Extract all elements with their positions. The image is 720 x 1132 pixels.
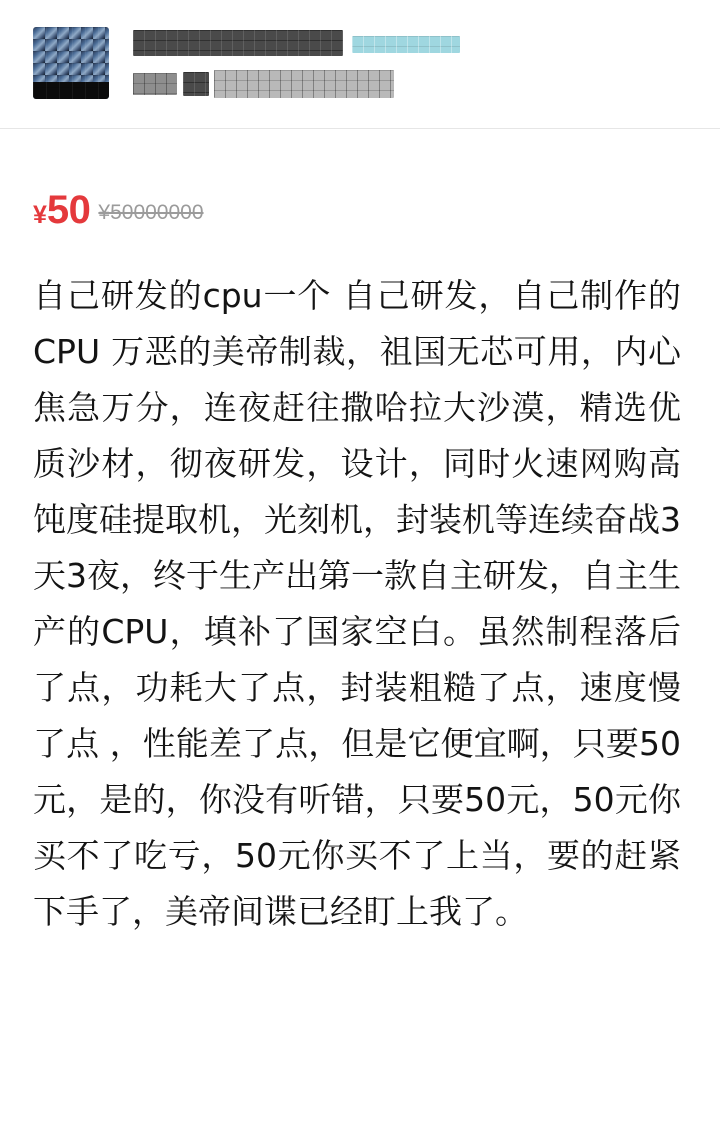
current-price bbox=[33, 190, 90, 230]
seller-header[interactable] bbox=[0, 0, 720, 129]
seller-subtitle-censored-part2 bbox=[183, 72, 209, 96]
avatar-bottom-bar bbox=[33, 82, 109, 99]
seller-subtitle-censored-part3 bbox=[214, 70, 394, 98]
seller-subtitle-censored-part1 bbox=[133, 73, 177, 95]
currency-symbol: ¥ bbox=[33, 201, 47, 229]
current-price-value: 50 bbox=[46, 188, 91, 232]
seller-name-censored bbox=[133, 30, 343, 56]
price-row bbox=[0, 178, 720, 230]
listing-description: 自己研发的cpu一个 自己研发，自己制作的CPU 万恶的美帝制裁，祖国无芯可用，内心焦急万分，连夜赶往撒哈拉大沙漠，精选优质沙材，彻夜研发，设计，同时火速网购高饨度硅提取机，光刻机，封装机等连续奋战3天3夜，终于生产出第一款自主研发，自主生产的CPU，填补了国家空白。虽然制程落后了点，功耗大了点，封装粗糙了点，速度慢了点 ，性能差了点，但是它便宜啊，只要50元，是的，你没有听错，只要50元，50元你买不了吃亏，50元你买不了上当，要的赶紧下手了，美帝间谍已经盯上我了。 bbox=[33, 276, 681, 931]
seller-tag-censored bbox=[352, 36, 460, 53]
avatar[interactable] bbox=[33, 27, 109, 99]
original-price: ¥50000000 bbox=[98, 201, 204, 224]
